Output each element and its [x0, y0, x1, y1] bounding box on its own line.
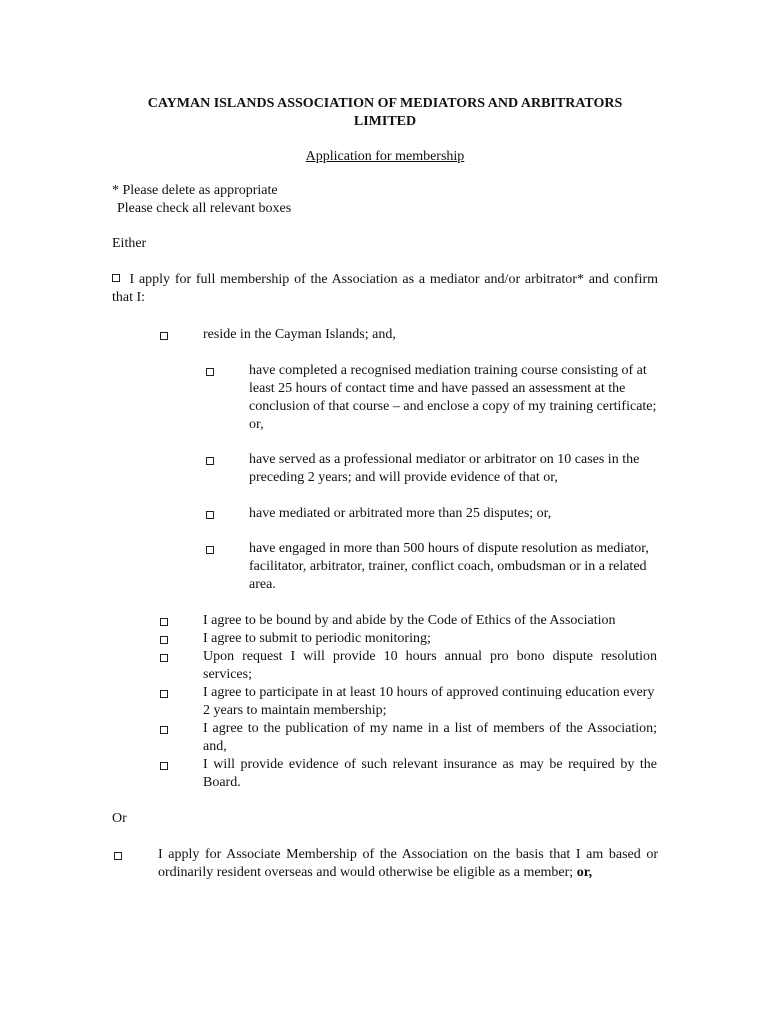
title-line-1: CAYMAN ISLANDS ASSOCIATION OF MEDIATORS AND ARBITRATORS	[147, 96, 623, 111]
agree-probono-checkbox[interactable]	[160, 654, 168, 662]
option-disputes-checkbox[interactable]	[206, 511, 214, 519]
reside-text: reside in the Cayman Islands; and,	[203, 327, 396, 342]
option-disputes-text: have mediated or arbitrated more than 25 disputes; or,	[249, 506, 552, 521]
option-cases-checkbox[interactable]	[206, 457, 214, 465]
note-delete: * Please delete as appropriate	[112, 183, 278, 198]
or-label: Or	[112, 811, 127, 826]
agree-monitoring-text: I agree to submit to periodic monitoring;	[203, 631, 431, 646]
full-membership-checkbox[interactable]	[112, 274, 120, 282]
option-training-checkbox[interactable]	[206, 368, 214, 376]
title-line-2: LIMITED	[353, 114, 417, 129]
option-training-text: have completed a recognised mediation training course consisting of at least 25 hours of contact time and have passed an assessment at the conclusion of that course – and enclose a copy of my training certificate; or,	[249, 363, 657, 432]
agree-education-text: I agree to participate in at least 10 hours of approved continuing education every 2 years to maintain membership;	[203, 685, 655, 718]
agree-probono-text: Upon request I will provide 10 hours annual pro bono dispute resolution services;	[203, 649, 657, 682]
full-membership-paragraph	[112, 271, 658, 307]
associate-paragraph	[158, 846, 658, 882]
reside-checkbox[interactable]	[160, 332, 168, 340]
associate-checkbox[interactable]	[114, 852, 122, 860]
option-hours-text: have engaged in more than 500 hours of dispute resolution as mediator, facilitator, arbitrator, trainer, conflict coach, ombudsman or in a related area.	[249, 541, 649, 592]
agree-monitoring-checkbox[interactable]	[160, 636, 168, 644]
agree-code-checkbox[interactable]	[160, 618, 168, 626]
either-label: Either	[112, 236, 147, 251]
agree-publication-text: I agree to the publication of my name in a list of members of the Association; and,	[203, 721, 657, 754]
option-hours-checkbox[interactable]	[206, 546, 214, 554]
associate-or: or,	[576, 865, 593, 880]
agree-education-checkbox[interactable]	[160, 690, 168, 698]
agree-insurance-checkbox[interactable]	[160, 762, 168, 770]
agree-publication-checkbox[interactable]	[160, 726, 168, 734]
associate-text: I apply for Associate Membership of the Association on the basis that I am based or ordinarily resident overseas and would otherwise be eligible as a member;	[158, 847, 658, 880]
full-membership-text: I apply for full membership of the Association as a mediator and/or arbitrator* and confirm that I:	[112, 272, 659, 305]
document-title	[112, 95, 658, 131]
agree-code-text: I agree to be bound by and abide by the Code of Ethics of the Association	[203, 613, 616, 628]
option-cases-text: have served as a professional mediator or arbitrator on 10 cases in the preceding 2 years; and will provide evidence of that or,	[249, 452, 640, 485]
document-subtitle	[112, 148, 658, 166]
note-check: Please check all relevant boxes	[117, 201, 292, 216]
subtitle-text: Application for membership	[305, 149, 465, 164]
agree-insurance-text: I will provide evidence of such relevant insurance as may be required by the Board.	[203, 757, 657, 790]
